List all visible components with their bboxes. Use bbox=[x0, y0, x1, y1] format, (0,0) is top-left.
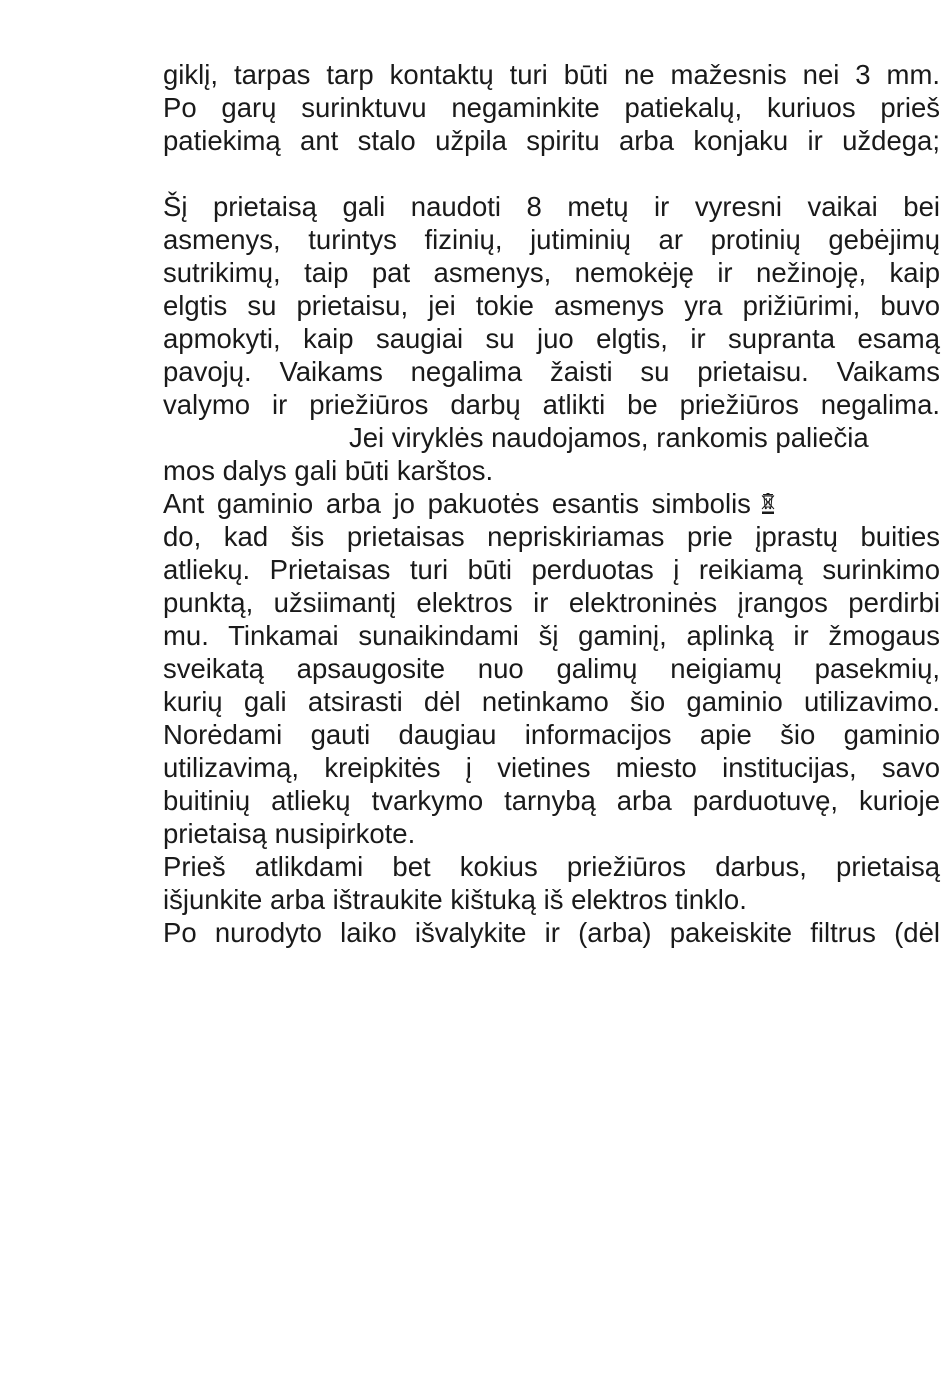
text-line-3: patiekimą ant stalo užpila spiritu arba konjaku ir uždega; bbox=[163, 125, 940, 156]
text-line-10: pavojų. Vaikams negalima žaisti su prietaisu. Vaikams bbox=[163, 356, 940, 387]
text-line-13: mos dalys gali būti karštos. bbox=[163, 455, 494, 486]
text-line-26: išjunkite arba ištraukite kištuką iš elektros tinklo. bbox=[163, 884, 747, 915]
text-line-9: apmokyti, kaip saugiai su juo elgtis, ir supranta esamą bbox=[163, 323, 940, 354]
text-line-24: prietaisą nusipirkote. bbox=[163, 818, 416, 849]
text-line-8: elgtis su prietaisu, jei tokie asmenys yra prižiūrimi, buvo bbox=[163, 290, 940, 321]
text-line-23: buitinių atliekų tvarkymo tarnybą arba parduotuvę, kurioje bbox=[163, 785, 940, 816]
text-line-1: giklį, tarpas tarp kontaktų turi būti ne mažesnis nei 3 mm. bbox=[163, 59, 940, 90]
text-line-17: punktą, užsiimantį elektros ir elektroninės įrangos perdirbi bbox=[163, 587, 940, 618]
text-line-22: utilizavimą, kreipkitės į vietines miesto institucijas, savo bbox=[163, 752, 940, 783]
text-line-20: kurių gali atsirasti dėl netinkamo šio gaminio utilizavimo. bbox=[163, 686, 940, 717]
text-line-14 bbox=[163, 487, 940, 520]
symbol-sentence: Ant gaminio arba jo pakuotės esantis simbolis bbox=[163, 488, 751, 519]
text-line-19: sveikatą apsaugosite nuo galimų neigiamų pasekmių, bbox=[163, 653, 940, 684]
text-line-16: atliekų. Prietaisas turi būti perduotas į reikiamą surinkimo bbox=[163, 554, 940, 585]
text-line-27: Po nurodyto laiko išvalykite ir (arba) pakeiskite filtrus (dėl bbox=[163, 917, 940, 948]
text-line-18: mu. Tinkamai sunaikindami šį gaminį, aplinką ir žmogaus bbox=[163, 620, 940, 651]
blank-line bbox=[163, 157, 940, 190]
text-line-25: Prieš atlikdami bet kokius priežiūros darbus, prietaisą bbox=[163, 851, 940, 882]
text-line-5: Šį prietaisą gali naudoti 8 metų ir vyresni vaikai bei bbox=[163, 191, 940, 222]
document-page bbox=[163, 58, 940, 949]
text-line-12: Jei viryklės naudojamos, rankomis paliečia bbox=[349, 422, 869, 453]
text-line-7: sutrikimų, taip pat asmenys, nemokėję ir nežinoję, kaip bbox=[163, 257, 940, 288]
crossed-out-wheelie-bin-icon bbox=[761, 493, 775, 515]
text-line-15: do, kad šis prietaisas nepriskiriamas prie įprastų buities bbox=[163, 521, 940, 552]
text-line-11: valymo ir priežiūros darbų atlikti be priežiūros negalima. bbox=[163, 389, 940, 420]
text-line-2: Po garų surinktuvu negaminkite patiekalų, kuriuos prieš bbox=[163, 92, 940, 123]
text-line-21: Norėdami gauti daugiau informacijos apie šio gaminio bbox=[163, 719, 940, 750]
text-line-6: asmenys, turintys fizinių, jutiminių ar protinių gebėjimų bbox=[163, 224, 940, 255]
